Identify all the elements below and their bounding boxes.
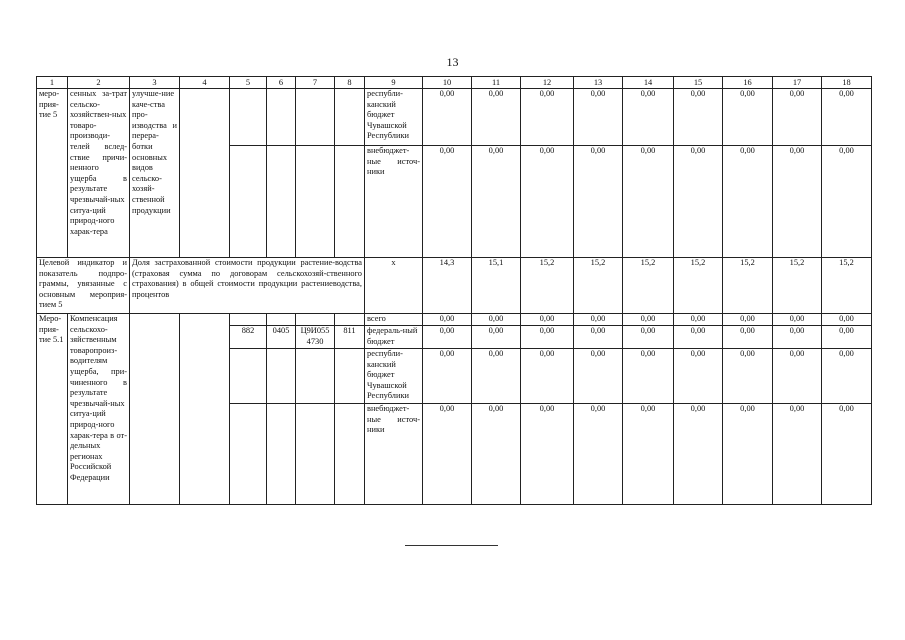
value-cell: 0,00 — [623, 146, 674, 258]
col-header: 6 — [267, 77, 296, 89]
value-cell: 0,00 — [623, 89, 674, 146]
value-cell: 0,00 — [472, 326, 521, 349]
value-cell: 0,00 — [423, 326, 472, 349]
value-cell: 0,00 — [723, 314, 773, 326]
value-cell: 0,00 — [822, 326, 872, 349]
empty-cell — [180, 314, 230, 505]
value-cell: 0,00 — [822, 404, 872, 505]
table-row — [37, 314, 872, 326]
event-5-goal: улучше-ние каче-ства про-изводства и перера-ботки основных видов сельско-хозяй-ственной продукции — [130, 89, 180, 258]
empty-cell — [296, 349, 335, 404]
empty-cell — [296, 314, 335, 326]
value-cell: 15,2 — [723, 258, 773, 314]
value-cell: 0,00 — [574, 349, 623, 404]
value-cell: 15,1 — [472, 258, 521, 314]
budget-code-expense: 811 — [335, 326, 365, 349]
value-cell: 0,00 — [472, 404, 521, 505]
empty-cell — [335, 146, 365, 258]
col-header: 10 — [423, 77, 472, 89]
empty-cell — [335, 404, 365, 505]
event-5-name: сенных за-трат сельско-хозяйствен-ных товаро-производи-телей вслед-ствие причи-ненного ущерба в результате чрезвычай-ных ситуа-ций природ-ного харак-тера — [68, 89, 130, 258]
value-cell: 0,00 — [723, 349, 773, 404]
value-cell: 0,00 — [472, 314, 521, 326]
col-header: 11 — [472, 77, 521, 89]
col-header: 17 — [773, 77, 822, 89]
value-cell: 0,00 — [521, 326, 574, 349]
funding-source: федераль-ный бюджет — [365, 326, 423, 349]
value-cell: 0,00 — [423, 314, 472, 326]
col-header: 8 — [335, 77, 365, 89]
budget-code-target: Ц9И055 4730 — [296, 326, 335, 349]
value-cell: 0,00 — [574, 89, 623, 146]
empty-cell — [335, 314, 365, 326]
value-cell: 0,00 — [773, 89, 822, 146]
funding-source: республи-канский бюджет Чувашской Республики — [365, 349, 423, 404]
event-5-1-name: Компенсация сельскохо-зяйственным товаропроиз-водителям ущерба, при-чиненного в результате чрезвычай-ных ситуа-ций природ-ного харак-тера в от-дельных регионах Российской Федерации — [68, 314, 130, 505]
value-cell: 0,00 — [574, 326, 623, 349]
value-cell: 15,2 — [773, 258, 822, 314]
value-cell: 0,00 — [423, 146, 472, 258]
col-header: 18 — [822, 77, 872, 89]
indicator-description: Доля застрахованной стоимости продукции растение-водства (страховая сумма по договорам сельскохозяй-ственного страхования) в общей стоимости продукции растениеводства, процентов — [130, 258, 365, 314]
col-header: 2 — [68, 77, 130, 89]
col-header: 7 — [296, 77, 335, 89]
budget-code-grbs: 882 — [230, 326, 267, 349]
value-cell: 0,00 — [674, 146, 723, 258]
value-cell: 0,00 — [822, 314, 872, 326]
value-cell: 0,00 — [472, 89, 521, 146]
value-cell: 0,00 — [521, 89, 574, 146]
value-cell: 0,00 — [472, 146, 521, 258]
value-cell: 0,00 — [423, 404, 472, 505]
value-cell: 0,00 — [423, 349, 472, 404]
value-cell: 0,00 — [773, 404, 822, 505]
header-row — [37, 77, 872, 89]
value-cell: 15,2 — [822, 258, 872, 314]
empty-cell — [267, 146, 296, 258]
footnote-divider — [405, 545, 498, 546]
value-cell: 0,00 — [723, 146, 773, 258]
empty-cell — [230, 404, 267, 505]
value-cell: 15,2 — [674, 258, 723, 314]
empty-cell — [267, 349, 296, 404]
value-cell: 0,00 — [773, 349, 822, 404]
empty-cell — [230, 89, 267, 146]
table-row — [37, 89, 872, 146]
program-table — [36, 76, 872, 505]
empty-cell — [267, 404, 296, 505]
empty-cell — [296, 404, 335, 505]
empty-cell — [296, 89, 335, 146]
col-header: 15 — [674, 77, 723, 89]
value-cell: 0,00 — [623, 404, 674, 505]
empty-cell — [130, 314, 180, 505]
col-header: 14 — [623, 77, 674, 89]
value-cell: 0,00 — [773, 146, 822, 258]
value-cell: 0,00 — [674, 349, 723, 404]
empty-cell — [267, 314, 296, 326]
budget-code-section: 0405 — [267, 326, 296, 349]
value-cell: 0,00 — [674, 404, 723, 505]
value-cell: 0,00 — [521, 349, 574, 404]
value-cell: 0,00 — [822, 349, 872, 404]
empty-cell — [230, 349, 267, 404]
value-cell: 0,00 — [574, 314, 623, 326]
empty-cell — [267, 89, 296, 146]
indicator-label: Целевой индикатор и показатель подпро-граммы, увязанные с основным мероприя-тием 5 — [37, 258, 130, 314]
value-cell: 0,00 — [521, 314, 574, 326]
funding-source: республи-канский бюджет Чувашской Республики — [365, 89, 423, 146]
value-cell: 0,00 — [521, 146, 574, 258]
value-cell: 0,00 — [773, 314, 822, 326]
value-cell: 0,00 — [623, 314, 674, 326]
col-header: 3 — [130, 77, 180, 89]
value-cell: 0,00 — [723, 89, 773, 146]
value-cell: 0,00 — [623, 326, 674, 349]
empty-cell — [180, 89, 230, 258]
col-header: 9 — [365, 77, 423, 89]
value-cell: 0,00 — [623, 349, 674, 404]
value-cell: 15,2 — [521, 258, 574, 314]
page-number: 13 — [446, 55, 459, 69]
funding-source: всего — [365, 314, 423, 326]
event-5-1-label: Меро-прия-тие 5.1 — [37, 314, 68, 505]
value-cell: 0,00 — [822, 89, 872, 146]
col-header: 5 — [230, 77, 267, 89]
value-cell: 0,00 — [723, 404, 773, 505]
col-header: 4 — [180, 77, 230, 89]
value-cell: 0,00 — [674, 89, 723, 146]
col-header: 1 — [37, 77, 68, 89]
empty-cell — [296, 146, 335, 258]
funding-source: внебюджет-ные источ-ники — [365, 404, 423, 505]
value-cell: 0,00 — [723, 326, 773, 349]
indicator-source: x — [365, 258, 423, 314]
col-header: 16 — [723, 77, 773, 89]
empty-cell — [335, 89, 365, 146]
value-cell: 0,00 — [674, 326, 723, 349]
event-5-label: меро-прия-тие 5 — [37, 89, 68, 258]
value-cell: 0,00 — [822, 146, 872, 258]
value-cell: 0,00 — [574, 404, 623, 505]
value-cell: 15,2 — [574, 258, 623, 314]
value-cell: 15,2 — [623, 258, 674, 314]
value-cell: 0,00 — [674, 314, 723, 326]
empty-cell — [230, 146, 267, 258]
empty-cell — [230, 314, 267, 326]
table-row — [37, 258, 872, 314]
value-cell: 0,00 — [574, 146, 623, 258]
value-cell: 0,00 — [773, 326, 822, 349]
col-header: 13 — [574, 77, 623, 89]
value-cell: 14,3 — [423, 258, 472, 314]
col-header: 12 — [521, 77, 574, 89]
value-cell: 0,00 — [423, 89, 472, 146]
value-cell: 0,00 — [521, 404, 574, 505]
funding-source: внебюджет-ные источ-ники — [365, 146, 423, 258]
value-cell: 0,00 — [472, 349, 521, 404]
empty-cell — [335, 349, 365, 404]
